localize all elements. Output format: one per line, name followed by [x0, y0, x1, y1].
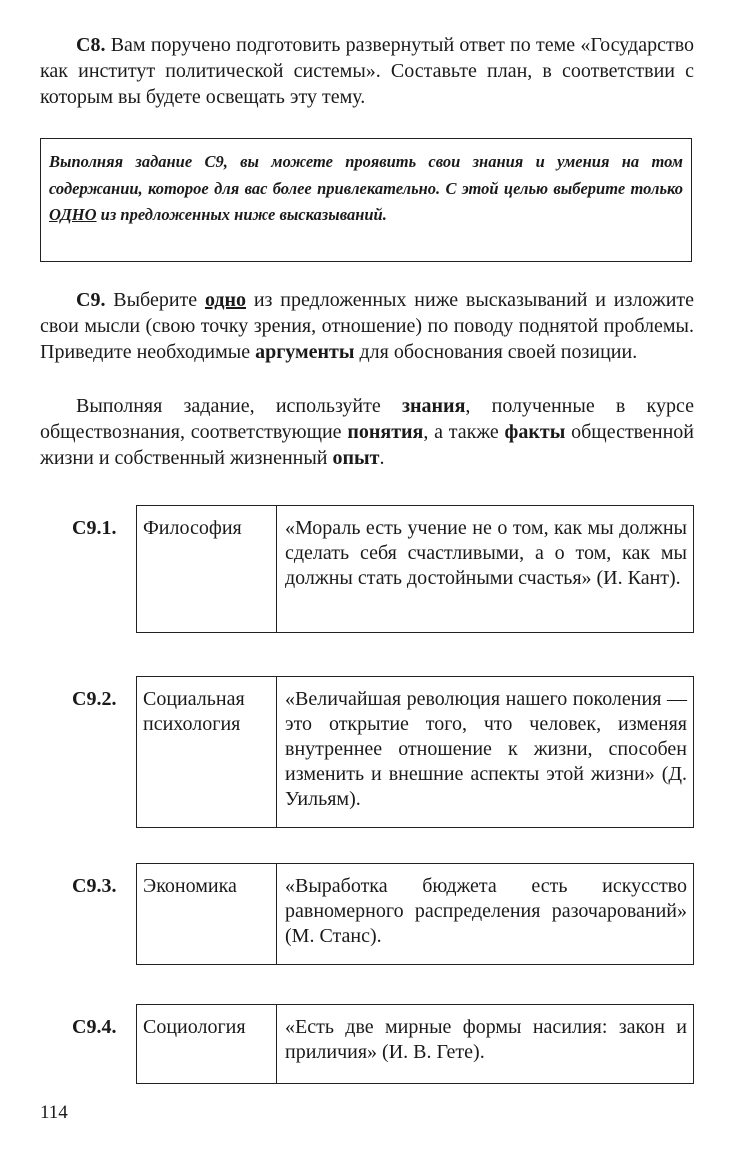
c9-one-emphasis: одно: [204, 289, 247, 311]
task-topic: Философия: [137, 506, 277, 632]
c9-paragraph: [40, 287, 694, 365]
task-table: [136, 676, 694, 828]
task-quote: «Выработка бюджета есть искусство равномерного распределения разочарований» (М. Станс).: [285, 875, 687, 947]
c9-text-part: из предложенных ниже высказываний и изложите свои мысли (свою точку зрения, отношение) по поводу поднятой проблемы. Приведите необходимые: [40, 289, 695, 363]
notice-text-before: Выполняя задание С9, вы можете проявить свои знания и умения на том содержании, которое для вас более привлекательно. С этой целью выберите только: [49, 152, 683, 198]
concepts-emphasis: понятия: [347, 421, 424, 443]
task-table: [136, 1004, 694, 1084]
notice-text-after: из предложенных ниже высказываний.: [96, 205, 387, 224]
facts-emphasis: факты: [504, 421, 566, 443]
task-topic: Социальная психология: [137, 677, 277, 827]
task-c9-1: [40, 505, 694, 633]
task-table: [136, 505, 694, 633]
task-quote: «Есть две мирные формы насилия: закон и приличия» (И. В. Гете).: [285, 1016, 687, 1063]
c9-text-part: общественной жизни и собственный жизненный: [40, 421, 694, 469]
c9-instruction-box: [40, 138, 692, 262]
task-label: С9.1.: [72, 517, 117, 539]
task-label: С9.2.: [72, 688, 117, 710]
c9-text-part: , полученные в курсе обществознания, соответствующие: [40, 395, 694, 443]
knowledge-emphasis: знания: [401, 395, 466, 417]
experience-emphasis: опыт: [332, 447, 380, 469]
c9-text-part: , а также: [423, 421, 505, 443]
c9-arguments-emphasis: аргументы: [255, 341, 355, 363]
task-topic: Социология: [137, 1005, 277, 1083]
task-label: С9.3.: [72, 875, 117, 897]
c8-text: Вам поручено подготовить развернутый ответ по теме «Государство как институт политической системы». Составьте план, в соответствии с которым вы будете освещать эту тему.: [40, 34, 695, 108]
page-number: 114: [40, 1102, 68, 1123]
task-c9-2: [40, 676, 694, 828]
task-quote: «Величайшая революция нашего поколения — это открытие того, что человек, изменяя внутреннее отношение к жизни, способен изменить и внешние аспекты этой жизни» (Д. Уильям).: [285, 688, 687, 810]
task-label: С9.4.: [72, 1016, 117, 1038]
notice-emphasis: ОДНО: [49, 205, 97, 224]
task-c9-3: [40, 863, 694, 965]
c9-label: С9.: [76, 289, 106, 311]
task-quote: «Мораль есть учение не о том, как мы должны сделать себя счастливыми, а о том, как мы должны стать достойными счастья» (И. Кант).: [285, 517, 687, 589]
c9-text-part: Выполняя задание, используйте: [76, 395, 402, 417]
c8-label: С8.: [76, 34, 106, 56]
c9-text-part: для обоснования своей позиции.: [354, 341, 638, 363]
c9-instruction-paragraph: [40, 393, 694, 471]
task-topic: Экономика: [137, 864, 277, 964]
c9-text-part: Выберите: [113, 289, 205, 311]
task-table: [136, 863, 694, 965]
c8-paragraph: [40, 32, 694, 110]
c9-text-part: .: [379, 447, 385, 469]
task-c9-4: [40, 1004, 694, 1084]
